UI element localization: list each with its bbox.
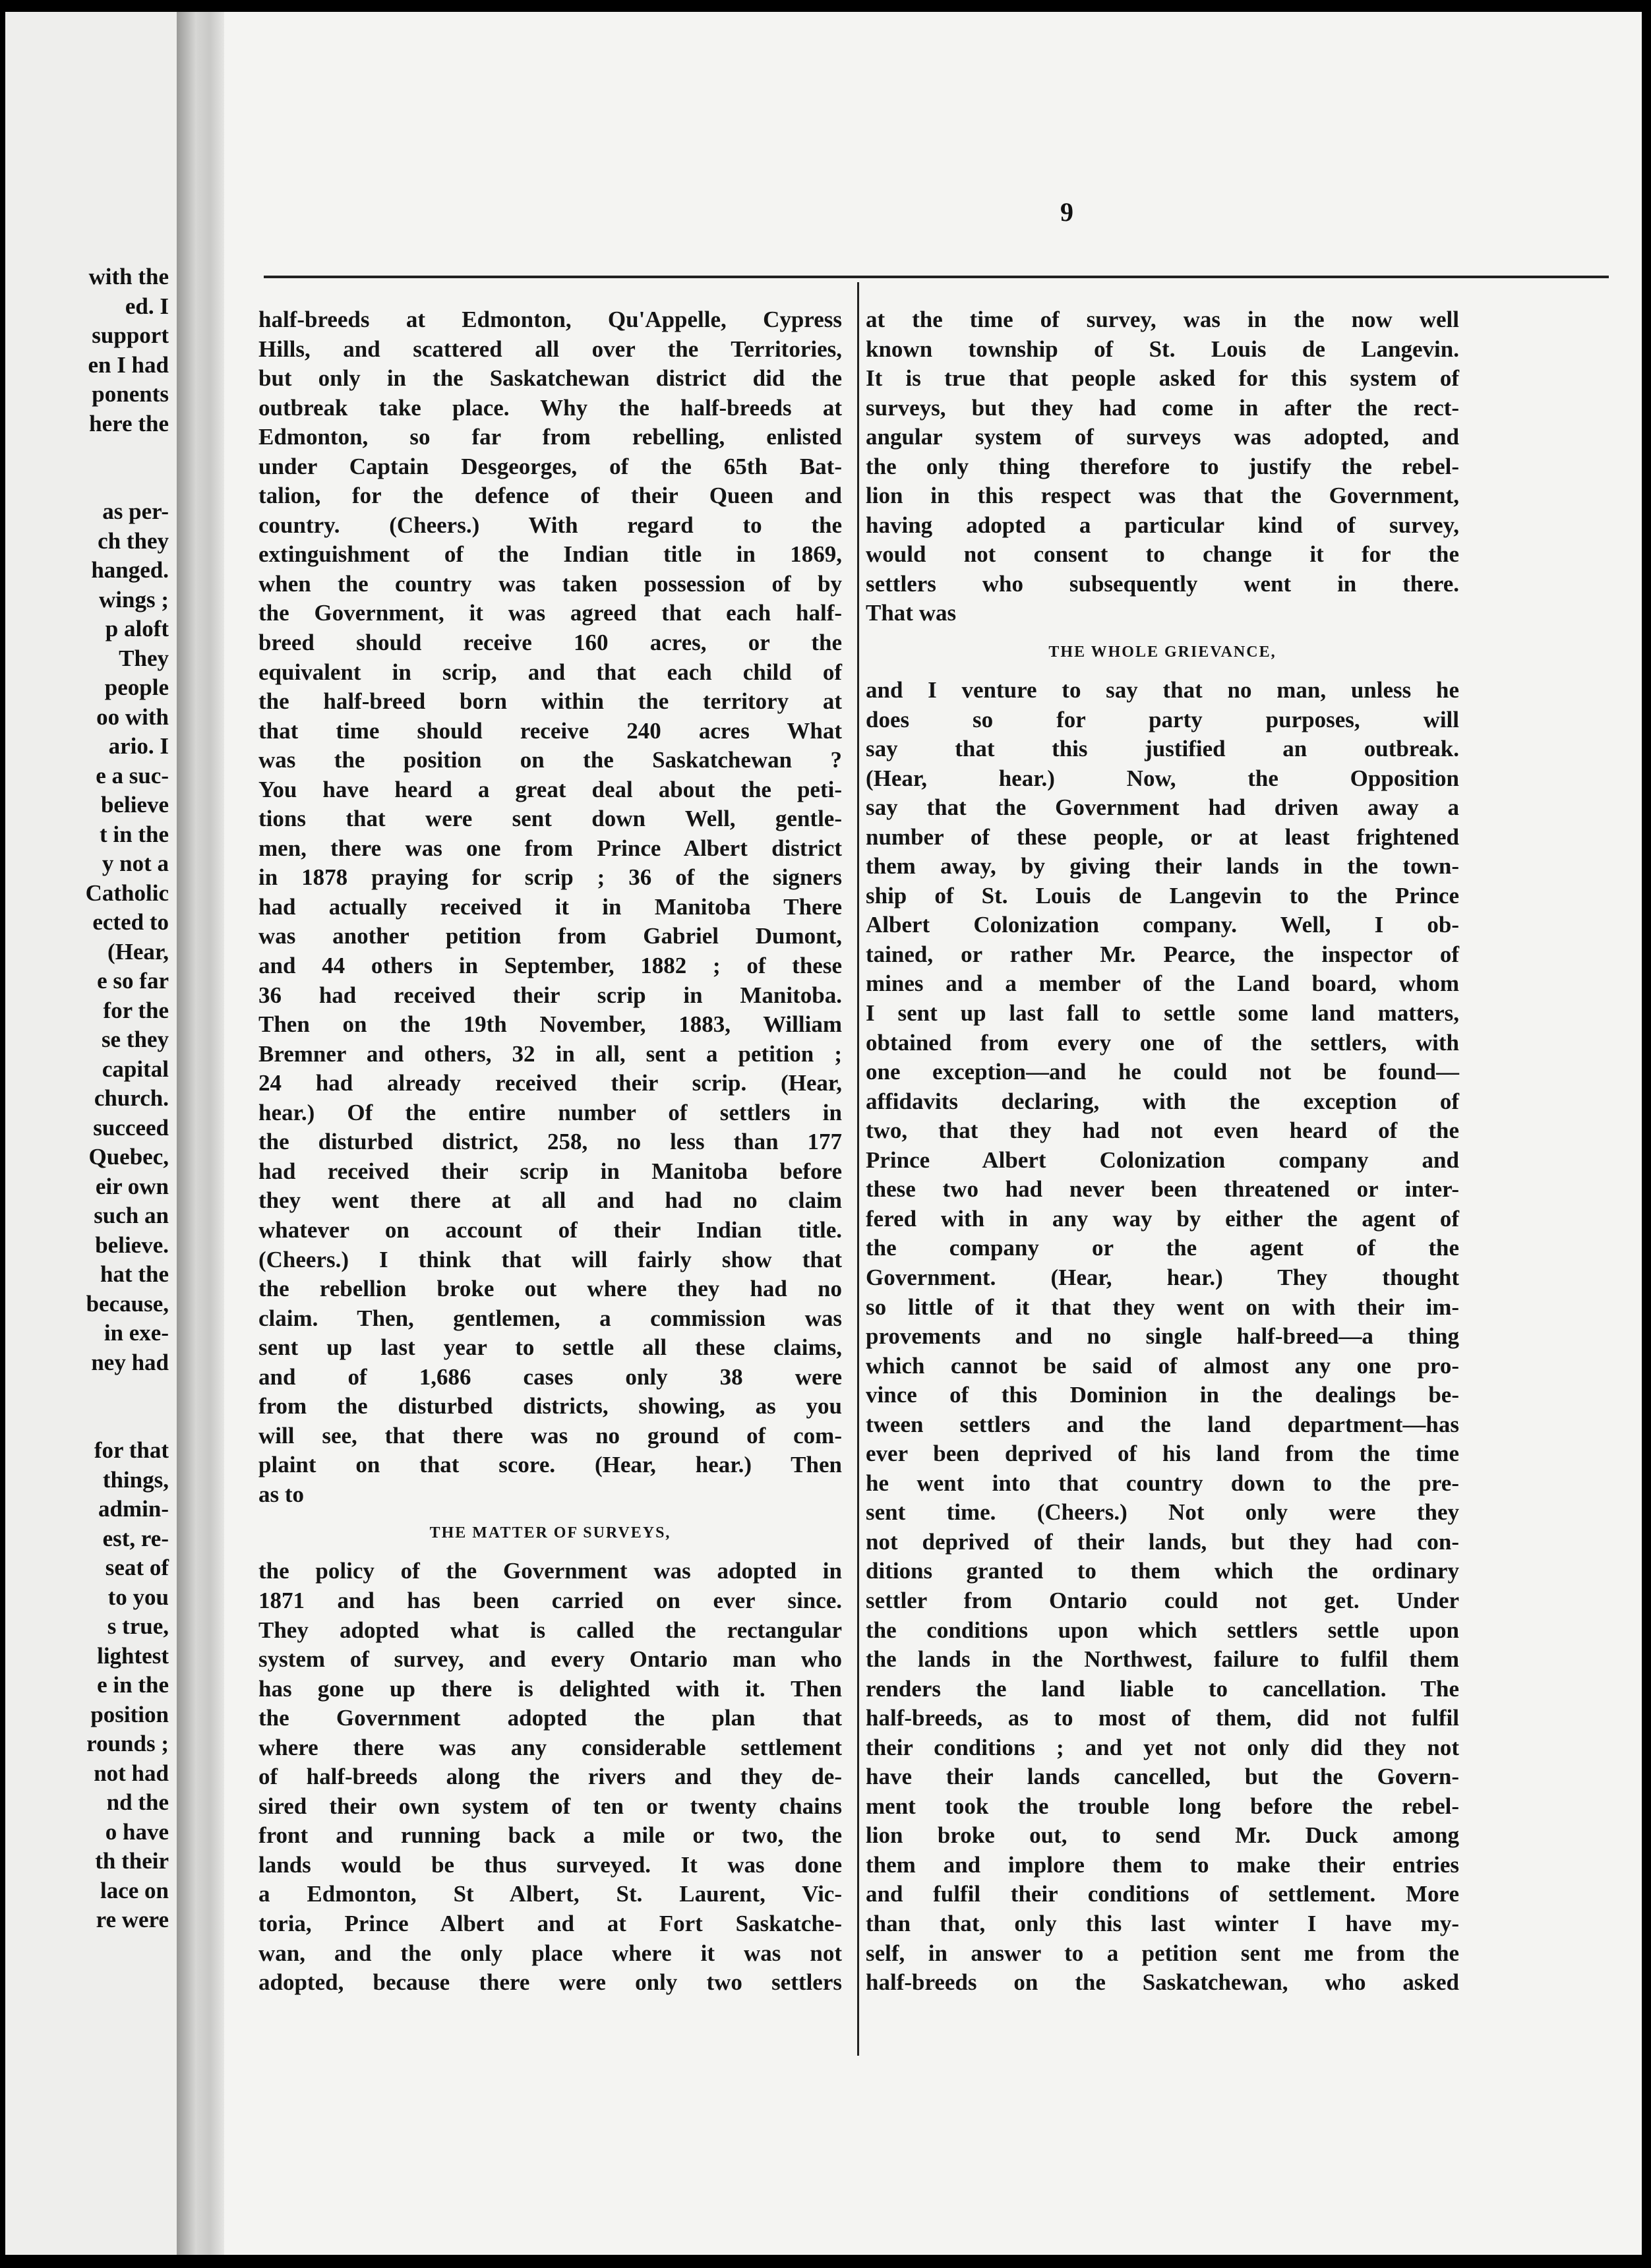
- previous-page-line: [5, 2170, 169, 2199]
- previous-page-line: t in the: [100, 821, 169, 847]
- previous-page-line: y not a: [102, 850, 169, 876]
- previous-page-line: ch they: [98, 527, 169, 554]
- previous-page-line: lightest: [97, 1642, 169, 1669]
- section-heading-surveys: THE MATTER OF SURVEYS,: [429, 1524, 671, 1542]
- text-line: lands would be thus surveyed. It was done: [258, 1851, 842, 1878]
- previous-page-line: church.: [94, 1085, 169, 1111]
- previous-page-line: [5, 1935, 169, 1965]
- previous-page-line: p aloft: [105, 616, 169, 642]
- text-line: ever been deprived of his land from the time: [866, 1441, 1459, 1467]
- text-line: of half-breeds along the rivers and they de-: [258, 1764, 842, 1790]
- previous-page-line: (Hear,: [107, 938, 169, 965]
- text-line: You have heard a great deal about the peti-: [258, 776, 842, 802]
- text-line: and I venture to say that no man, unless he: [866, 677, 1459, 703]
- previous-page-line: hanged.: [91, 557, 169, 583]
- text-line: two, that they had not even heard of the: [866, 1118, 1459, 1144]
- text-line: than that, only this last winter I have my-: [866, 1910, 1459, 1936]
- text-line: has gone up there is delighted with it. Then: [258, 1675, 842, 1702]
- text-line: Albert Colonization company. Well, I ob-: [866, 912, 1459, 938]
- text-line: breed should receive 160 acres, or the: [258, 630, 842, 656]
- text-line: one exception—and he could not be found—: [866, 1059, 1459, 1085]
- text-line: 24 had already received their scrip. (Hear,: [258, 1070, 842, 1096]
- text-line: under Captain Desgeorges, of the 65th Bat-: [258, 453, 842, 479]
- text-line: not deprived of their lands, but they had con-: [866, 1528, 1459, 1555]
- text-line: provements and no single half-breed—a thing: [866, 1323, 1459, 1350]
- previous-page-line: th their: [95, 1848, 169, 1874]
- previous-page-line: [5, 2140, 169, 2170]
- right-column: [866, 305, 1459, 1998]
- text-line: Government. (Hear, hear.) They thought: [866, 1264, 1459, 1290]
- text-line: lion broke out, to send Mr. Duck among: [866, 1822, 1459, 1849]
- text-line: a Edmonton, St Albert, St. Laurent, Vic-: [258, 1881, 842, 1907]
- previous-page-line: people: [104, 674, 169, 700]
- text-line: number of these people, or at least frightened: [866, 823, 1459, 850]
- text-line: settlers who subsequently went in there.: [866, 570, 1459, 597]
- text-line: the policy of the Government was adopted in: [258, 1558, 842, 1584]
- text-line: mines and a member of the Land board, whom: [866, 970, 1459, 997]
- previous-page-line: wings ;: [99, 586, 169, 612]
- text-line: That was: [866, 600, 957, 626]
- previous-page-line: e in the: [97, 1672, 169, 1698]
- text-line: from the disturbed districts, showing, as you: [258, 1393, 842, 1419]
- previous-page-line: position: [90, 1701, 169, 1727]
- previous-page-line: [5, 1964, 169, 1994]
- previous-page-line: est, re-: [102, 1525, 169, 1551]
- previous-page-line: [5, 2199, 169, 2228]
- previous-page-line: not had: [94, 1760, 169, 1786]
- right-paragraph-1: [866, 305, 1459, 628]
- text-line: was the position on the Saskatchewan ?: [258, 747, 842, 773]
- text-line: country. (Cheers.) With regard to the: [258, 512, 842, 538]
- previous-page-line: to you: [107, 1584, 169, 1610]
- text-line: the disturbed district, 258, no less than 177: [258, 1129, 842, 1155]
- text-line: renders the land liable to cancellation. The: [866, 1675, 1459, 1702]
- text-line: have their lands cancelled, but the Govern-: [866, 1764, 1459, 1790]
- text-line: affidavits declaring, with the exception of: [866, 1088, 1459, 1114]
- text-line: the only thing therefore to justify the rebel-: [866, 453, 1459, 479]
- text-line: front and running back a mile or two, the: [258, 1822, 842, 1849]
- previous-page-line: o have: [105, 1818, 169, 1845]
- text-line: where there was any considerable settlement: [258, 1734, 842, 1760]
- previous-page-line: [5, 1377, 169, 1407]
- previous-page-line: s true,: [107, 1613, 169, 1639]
- previous-page-line: [5, 1994, 169, 2023]
- text-line: that time should receive 240 acres What: [258, 717, 842, 744]
- text-line: these two had never been threatened or inter-: [866, 1176, 1459, 1203]
- previous-page-line: for that: [94, 1437, 169, 1463]
- text-line: the company or the agent of the: [866, 1235, 1459, 1261]
- text-line: was another petition from Gabriel Dumont,: [258, 923, 842, 949]
- previous-page-line: [5, 2111, 169, 2141]
- previous-page-line: here the: [89, 410, 169, 436]
- text-line: them and implore them to make their entries: [866, 1851, 1459, 1878]
- previous-page-edge: [5, 12, 177, 2255]
- text-line: known township of St. Louis de Langevin.: [866, 336, 1459, 362]
- previous-page-line: ed. I: [125, 293, 169, 319]
- text-line: self, in answer to a petition sent me from the: [866, 1940, 1459, 1966]
- text-line: would not consent to change it for the: [866, 541, 1459, 568]
- text-line: the half-breed born within the territory at: [258, 688, 842, 715]
- text-line: half-breeds, as to most of them, did not fulfil: [866, 1705, 1459, 1731]
- previous-page-line: such an: [94, 1203, 169, 1228]
- previous-page-line: ario. I: [108, 733, 169, 759]
- text-line: It is true that people asked for this system of: [866, 365, 1459, 392]
- text-line: fered with in any way by either the agent of: [866, 1205, 1459, 1232]
- text-line: men, there was one from Prince Albert district: [258, 835, 842, 861]
- text-line: and 44 others in September, 1882 ; of these: [258, 953, 842, 979]
- previous-page-line: rounds ;: [86, 1731, 169, 1756]
- text-line: hear.) Of the entire number of settlers in: [258, 1099, 842, 1125]
- text-line: sent up last year to settle all these claims,: [258, 1334, 842, 1361]
- previous-page-line: oo with: [96, 703, 169, 730]
- previous-page-line: [5, 2081, 169, 2111]
- previous-page-line: ected to: [92, 909, 169, 935]
- section-heading-grievance: THE WHOLE GRIEVANCE,: [1048, 643, 1276, 661]
- text-line: vince of this Dominion in the dealings be-: [866, 1382, 1459, 1408]
- previous-page-line: lace on: [100, 1877, 169, 1903]
- text-line: had actually received it in Manitoba There: [258, 893, 842, 920]
- text-line: the conditions upon which settlers settle upon: [866, 1617, 1459, 1643]
- left-paragraph-2: [258, 1557, 842, 1997]
- previous-page-line: as per-: [102, 498, 169, 524]
- previous-page-line: seat of: [105, 1555, 169, 1580]
- text-line: (Hear, hear.) Now, the Opposition: [866, 765, 1459, 791]
- text-line: does so for party purposes, will: [866, 706, 1459, 732]
- text-line: Hills, and scattered all over the Territories,: [258, 336, 842, 362]
- previous-page-line: [5, 468, 169, 498]
- right-paragraph-2: [866, 676, 1459, 1998]
- left-paragraph-1: [258, 305, 842, 1509]
- text-line: outbreak take place. Why the half-breeds at: [258, 394, 842, 421]
- text-line: settler from Ontario could not get. Under: [866, 1587, 1459, 1613]
- text-line: say that the Government had driven away a: [866, 794, 1459, 821]
- current-page: [224, 12, 1642, 2255]
- text-line: I sent up last fall to settle some land matters,: [866, 1000, 1459, 1027]
- text-line: but only in the Saskatchewan district did the: [258, 365, 842, 392]
- page-number: 9: [1060, 197, 1073, 227]
- text-line: having adopted a particular kind of survey,: [866, 512, 1459, 538]
- previous-page-line: capital: [102, 1056, 169, 1082]
- text-line: plaint on that score. (Hear, hear.) Then: [258, 1452, 842, 1478]
- previous-page-line: e so far: [97, 968, 169, 994]
- previous-page-line: Quebec,: [88, 1144, 169, 1170]
- text-line: Edmonton, so far from rebelling, enlisted: [258, 424, 842, 450]
- text-line: whatever on account of their Indian title.: [258, 1216, 842, 1243]
- text-line: sired their own system of ten or twenty chains: [258, 1793, 842, 1819]
- text-line: tions that were sent down Well, gentle-: [258, 806, 842, 832]
- text-line: adopted, because there were only two settlers: [258, 1969, 842, 1996]
- text-line: had received their scrip in Manitoba before: [258, 1158, 842, 1184]
- text-line: and of 1,686 cases only 38 were: [258, 1363, 842, 1390]
- previous-page-line: believe: [100, 792, 169, 818]
- previous-page-line: [5, 438, 169, 468]
- text-line: the rebellion broke out where they had no: [258, 1276, 842, 1302]
- text-line: as to: [258, 1481, 305, 1507]
- text-line: surveys, but they had come in after the rect-: [866, 394, 1459, 421]
- text-line: when the country was taken possession of by: [258, 570, 842, 597]
- previous-page-line: se they: [101, 1027, 169, 1052]
- text-line: so little of it that they went on with their im-: [866, 1294, 1459, 1320]
- text-line: ment took the trouble long before the rebel-: [866, 1793, 1459, 1819]
- text-line: tween settlers and the land department—has: [866, 1411, 1459, 1437]
- previous-page-text: [5, 262, 169, 2255]
- previous-page-line: eir own: [95, 1173, 169, 1199]
- text-line: the Government, it was agreed that each half-: [258, 600, 842, 626]
- text-line: 1871 and has been carried on ever since.: [258, 1587, 842, 1613]
- text-line: the lands in the Northwest, failure to fulfil them: [866, 1646, 1459, 1673]
- text-line: equivalent in scrip, and that each child of: [258, 659, 842, 685]
- text-line: half-breeds on the Saskatchewan, who asked: [866, 1969, 1459, 1996]
- previous-page-line: ney had: [91, 1349, 169, 1375]
- previous-page-line: [5, 1407, 169, 1437]
- text-line: 36 had received their scrip in Manitoba.: [258, 982, 842, 1008]
- text-line: claim. Then, gentlemen, a commission was: [258, 1305, 842, 1331]
- previous-page-line: ponents: [92, 381, 169, 407]
- text-line: Then on the 19th November, 1883, William: [258, 1011, 842, 1038]
- text-line: half-breeds at Edmonton, Qu'Appelle, Cypress: [258, 307, 842, 332]
- text-line: (Cheers.) I think that will fairly show that: [258, 1246, 842, 1272]
- previous-page-line: in exe-: [104, 1320, 169, 1346]
- text-line: and fulfil their conditions of settlement. More: [866, 1881, 1459, 1907]
- text-line: system of survey, and every Ontario man who: [258, 1646, 842, 1673]
- scan-border-bottom: [0, 2255, 1651, 2268]
- text-line: lion in this respect was that the Government,: [866, 483, 1459, 509]
- text-line: them away, by giving their lands in the town-: [866, 853, 1459, 880]
- book-gutter: [177, 12, 224, 2255]
- text-line: toria, Prince Albert and at Fort Saskatche-: [258, 1910, 842, 1936]
- column-divider: [857, 282, 859, 2056]
- text-line: They adopted what is called the rectangular: [258, 1617, 842, 1643]
- header-rule: [264, 276, 1609, 278]
- previous-page-line: Catholic: [85, 880, 169, 906]
- text-line: they went there at all and had no claim: [258, 1187, 842, 1214]
- previous-page-line: believe.: [95, 1232, 169, 1258]
- previous-page-line: hat the: [100, 1261, 169, 1287]
- text-line: which cannot be said of almost any one pro-: [866, 1352, 1459, 1379]
- previous-page-line: re were: [96, 1907, 169, 1932]
- previous-page-line: things,: [102, 1466, 169, 1493]
- previous-page-line: [5, 2228, 169, 2255]
- text-line: in 1878 praying for scrip ; 36 of the signers: [258, 864, 842, 891]
- previous-page-line: because,: [86, 1290, 169, 1317]
- text-line: Prince Albert Colonization company and: [866, 1147, 1459, 1173]
- text-line: ditions granted to them which the ordinary: [866, 1558, 1459, 1584]
- text-line: at the time of survey, was in the now well: [866, 307, 1459, 332]
- text-line: will see, that there was no ground of com-: [258, 1422, 842, 1448]
- text-line: their conditions ; and yet not only did they not: [866, 1734, 1459, 1760]
- previous-page-line: They: [119, 645, 169, 671]
- scan-border-top: [0, 0, 1651, 12]
- previous-page-line: e a suc-: [96, 762, 169, 789]
- text-line: ship of St. Louis de Langevin to the Prince: [866, 882, 1459, 909]
- previous-page-line: en I had: [88, 351, 169, 378]
- previous-page-line: admin-: [98, 1496, 169, 1522]
- text-line: talion, for the defence of their Queen and: [258, 483, 842, 509]
- previous-page-line: [5, 2052, 169, 2082]
- previous-page-line: nd the: [106, 1789, 169, 1815]
- text-line: sent time. (Cheers.) Not only were they: [866, 1499, 1459, 1526]
- previous-page-line: support: [92, 322, 169, 348]
- text-line: say that this justified an outbreak.: [866, 736, 1459, 762]
- text-line: the Government adopted the plan that: [258, 1705, 842, 1731]
- text-line: Bremner and others, 32 in all, sent a petition ;: [258, 1040, 842, 1067]
- scan-border-right: [1642, 0, 1651, 2268]
- previous-page-line: [5, 2023, 169, 2052]
- text-line: angular system of surveys was adopted, and: [866, 424, 1459, 450]
- text-line: he went into that country down to the pre-: [866, 1470, 1459, 1496]
- scan-border-left: [0, 0, 5, 2268]
- previous-page-line: succeed: [93, 1114, 169, 1141]
- previous-page-line: with the: [88, 264, 169, 289]
- previous-page-line: for the: [103, 997, 169, 1023]
- left-column: [258, 305, 842, 1998]
- text-line: tained, or rather Mr. Pearce, the inspector of: [866, 941, 1459, 967]
- text-line: obtained from every one of the settlers, with: [866, 1029, 1459, 1056]
- text-line: extinguishment of the Indian title in 1869,: [258, 541, 842, 568]
- text-line: wan, and the only place where it was not: [258, 1940, 842, 1966]
